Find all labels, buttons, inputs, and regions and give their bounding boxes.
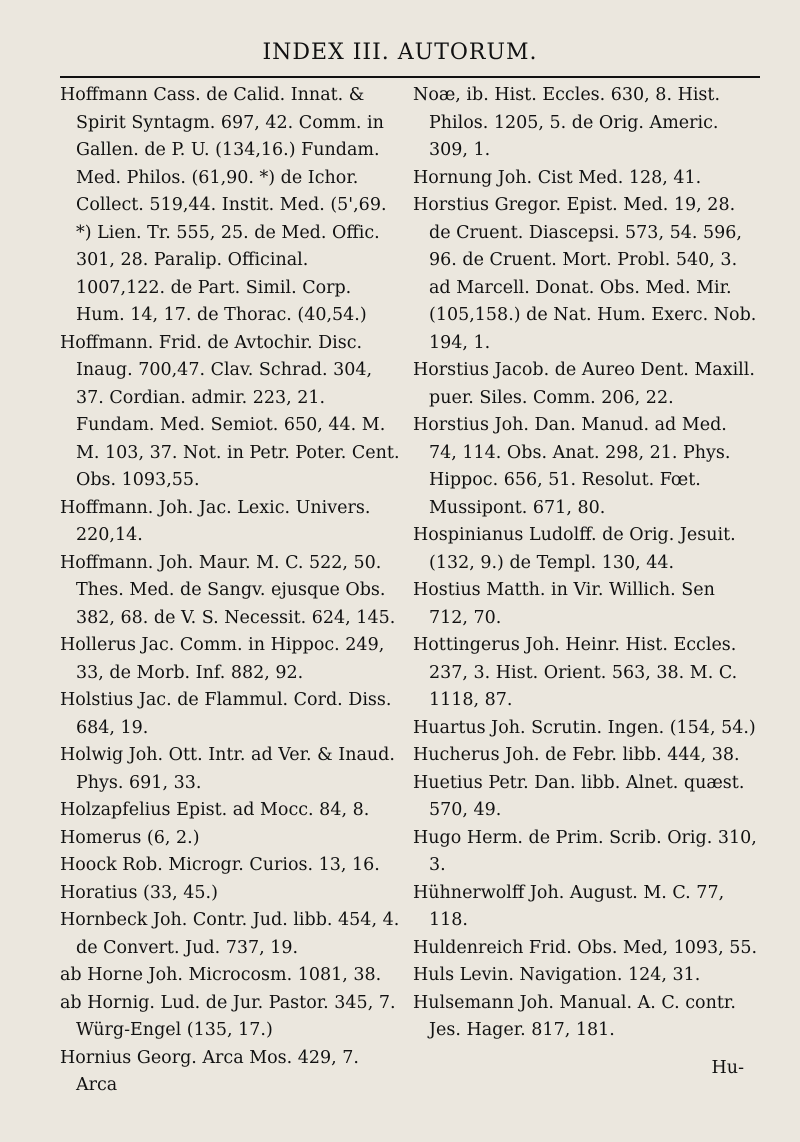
index-entry: Horstius Gregor. Epist. Med. 19, 28. de Cruent. Diascepsi. 573, 54. 596, 96. de Cruent. Mort. Probl. 540, 3. ad Marcell. Donat. Obs. Med. Mir. (105,158.) de Nat. Hum. Exerc. Nob. 194, 1. xyxy=(413,195,757,353)
index-entry: Hoffmann Cass. de Calid. Innat. & Spirit Syntagm. 697, 42. Comm. in Gallen. de P. U. (134,16.) Fundam. Med. Philos. (61,90. *) de Ichor. Collect. 519,44. Instit. Med. (5',69. *) Lien. Tr. 555, 25. de Med. Offic. 301, 28. Paralip. Officinal. 1007,122. de Part. Simil. Corp. Hum. 14, 17. de Thorac. (40,54.) xyxy=(60,85,387,325)
index-entry: Hoffmann. Joh. Maur. M. C. 522, 50. Thes. Med. de Sangv. ejusque Obs. 382, 68. de V. S. Necessit. 624, 145. xyxy=(60,552,396,628)
header-rule xyxy=(60,76,760,78)
index-entry: Huls Levin. Navigation. 124, 31. xyxy=(413,965,701,985)
index-entry: Hoffmann. Joh. Jac. Lexic. Univers. 220,14. xyxy=(60,497,371,545)
catchword: Hu- xyxy=(711,1058,744,1078)
index-entry: Hostius Matth. in Vir. Willich. Sen 712, 70. xyxy=(413,580,715,628)
page-header: INDEX III. AUTORUM. xyxy=(262,40,538,65)
index-entry: Holstius Jac. de Flammul. Cord. Diss. 684, 19. xyxy=(60,690,392,738)
index-entry: Hucherus Joh. de Febr. libb. 444, 38. xyxy=(413,745,740,765)
index-entry: Hugo Herm. de Prim. Scrib. Orig. 310, 3. xyxy=(413,827,757,875)
index-entry: Huartus Joh. Scrutin. Ingen. (154, 54.) xyxy=(413,717,756,738)
index-entry: Huetius Petr. Dan. libb. Alnet. quæst. 570, 49. xyxy=(413,772,745,820)
index-entry: Hulsemann Joh. Manual. A. C. contr. Jes. Hager. 817, 181. xyxy=(413,992,736,1040)
index-entry: Horstius Jacob. de Aureo Dent. Maxill. puer. Siles. Comm. 206, 22. xyxy=(413,360,755,408)
index-entry: ab Horne Joh. Microcosm. 1081, 38. xyxy=(60,965,382,985)
index-entry: Hoock Rob. Microgr. Curios. 13, 16. xyxy=(60,855,380,875)
index-entry: Hospinianus Ludolff. de Orig. Jesuit. (132, 9.) de Templ. 130, 44. xyxy=(413,525,736,573)
index-entry: Holzapfelius Epist. ad Mocc. 84, 8. xyxy=(60,800,370,820)
index-entry: ab Hornig. Lud. de Jur. Pastor. 345, 7. Würg-Engel (135, 17.) xyxy=(60,992,396,1040)
index-entry: Horstius Joh. Dan. Manud. ad Med. 74, 114. Obs. Anat. 298, 21. Phys. Hippoc. 656, 51. Resolut. Fœt. Mussipont. 671, 80. xyxy=(413,415,731,518)
index-entry: Horatius (33, 45.) xyxy=(60,882,218,903)
index-entry: Noæ, ib. Hist. Eccles. 630, 8. Hist. Philos. 1205, 5. de Orig. Americ. 309, 1. xyxy=(413,85,721,160)
left-column xyxy=(60,82,400,1100)
index-entry: Holwig Joh. Ott. Intr. ad Ver. & Inaud. Phys. 691, 33. xyxy=(60,745,395,793)
index-entry: Hornius Georg. Arca Mos. 429, 7. Arca xyxy=(60,1047,359,1095)
index-entry: Huldenreich Frid. Obs. Med, 1093, 55. xyxy=(413,937,758,958)
index-entry: Hühnerwolff Joh. August. M. C. 77, 118. xyxy=(413,882,725,930)
index-entry: Hoffmann. Frid. de Avtochir. Disc. Inaug. 700,47. Clav. Schrad. 304, 37. Cordian. admir. 223, 21. Fundam. Med. Semiot. 650, 44. M. M. 103, 37. Not. in Petr. Poter. Cent. Obs. 1093,55. xyxy=(60,332,400,490)
index-entry: Hollerus Jac. Comm. in Hippoc. 249, 33, de Morb. Inf. 882, 92. xyxy=(60,635,385,683)
right-column xyxy=(413,82,758,1045)
index-entry: Hornung Joh. Cist Med. 128, 41. xyxy=(413,167,702,188)
index-entry: Hottingerus Joh. Heinr. Hist. Eccles. 237, 3. Hist. Orient. 563, 38. M. C. 1118, 87. xyxy=(413,635,738,710)
index-entry: Hornbeck Joh. Contr. Jud. libb. 454, 4. de Convert. Jud. 737, 19. xyxy=(60,910,400,958)
index-entry: Homerus (6, 2.) xyxy=(60,827,200,848)
